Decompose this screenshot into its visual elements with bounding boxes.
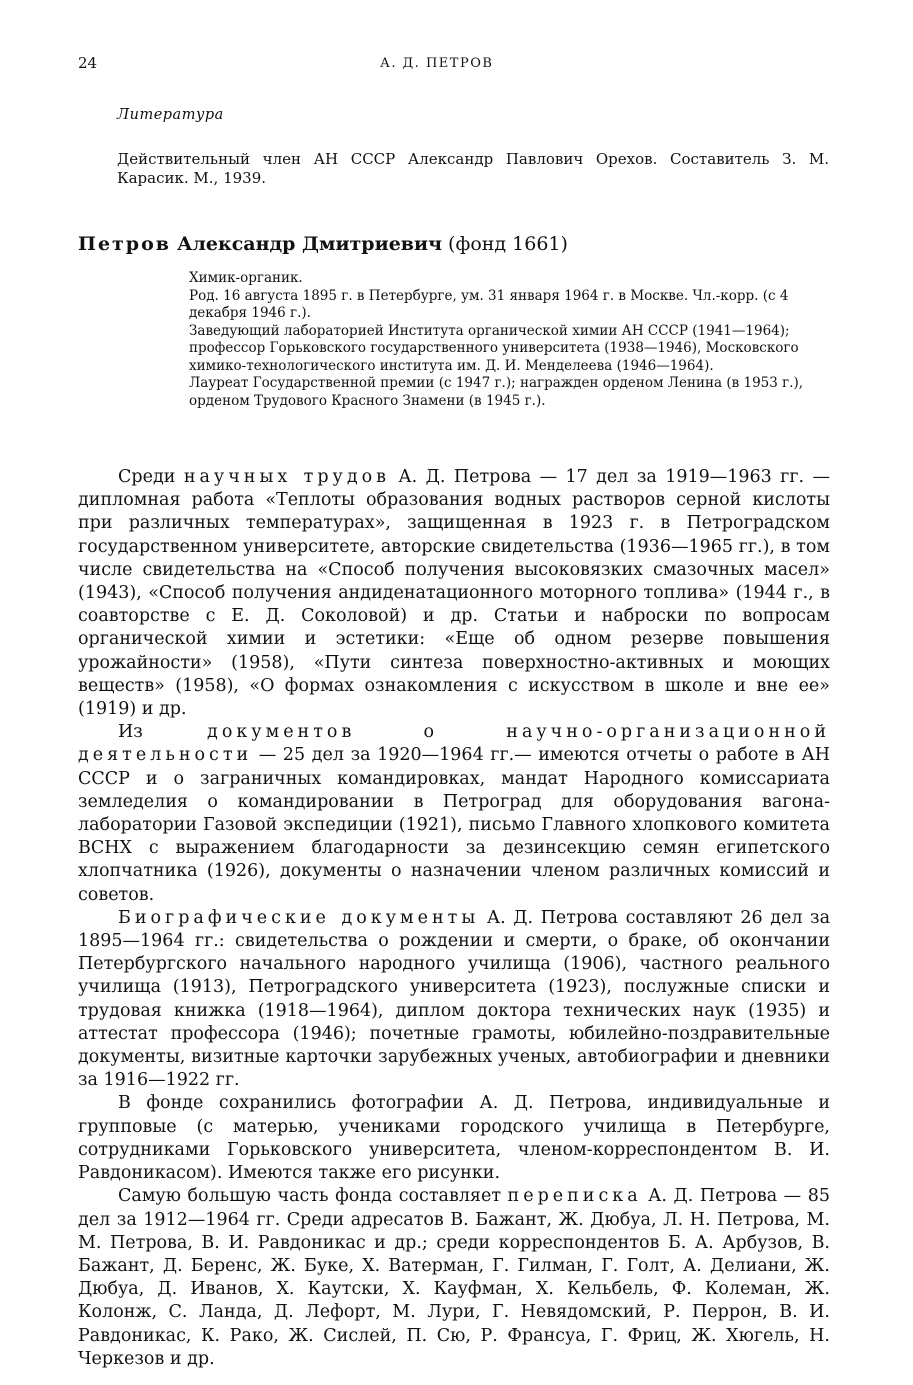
paragraph-photographs xyxy=(78,1092,830,1185)
paragraph-text: — 25 дел за 1920—1964 гг.— имеются отчеты о работе в АН СССР и о заграничных командировках, мандат Народного комиссариата земледелия о командировании в Петроград для оборудования вагона-лаборатории Газовой экспедиции (1921), письмо Главного хлопкового комитета ВСНХ с выражением благодарности за дезинсекцию семян египетского хлопчатника (1926), документы о назначении членом различных комиссий и советов. xyxy=(78,745,830,905)
running-title: А. Д. ПЕТРОВ xyxy=(380,56,494,71)
literature-entry: Действительный член АН СССР Александр Павлович Орехов. Составитель З. М. Карасик. М., 1939. xyxy=(117,150,829,187)
fund-title xyxy=(78,232,568,256)
paragraph-lead: Самую большую часть фонда составляет xyxy=(118,1186,502,1207)
paragraph-scientific-works xyxy=(78,466,830,721)
paragraph-lead: Из xyxy=(118,722,143,743)
paragraph-text: А. Д. Петрова — 17 дел за 1919—1963 гг. — дипломная работа «Теплоты образования водных растворов серной кислоты при различных температурах», защищенная в 1923 г. в Петроградском государственном университете, авторские свидетельства (1936—1965 гг.), в том числе свидетельства на «Способ получения высоковязких смазочных масел» (1943), «Способ получения андиденатационного моторного топлива» (1944 г., в соавторстве с Е. Д. Соколовой) и др. Статьи и наброски по вопросам органической химии и эстетики: «Еще об одном резерве повышения урожайности» (1958), «Пути синтеза поверхностно-активных и моющих веществ» (1958), «О формах ознакомления с искусством в школе и вне ее» (1919) и др. xyxy=(78,467,830,720)
fund-reference: (фонд 1661) xyxy=(448,233,568,255)
biography-block xyxy=(189,270,829,410)
bio-awards: Лауреат Государственной премии (с 1947 г.); награжден орденом Ленина (в 1953 г.), орденом Трудового Красного Знамени (в 1945 г.). xyxy=(189,375,804,409)
fund-description xyxy=(78,466,830,1371)
paragraph-text: А. Д. Петрова составляют 26 дел за 1895—1964 гг.: свидетельства о рождении и смерти, о браке, об окончании Петербургского начального народного училища (1906), частного реального училища (1913), Петроградского университета (1923), послужные списки и трудовая книжка (1918—1964), диплом доктора технических наук (1935) и аттестат профессора (1946); почетные грамоты, юбилейно-поздравительные документы, визитные карточки зарубежных ученых, автобиографии и дневники за 1916—1922 гг. xyxy=(78,907,830,1091)
literature-heading: Литература xyxy=(117,107,224,123)
fund-given-names: Александр Дмитриевич xyxy=(177,233,442,255)
fund-surname: Петров xyxy=(78,233,171,255)
emphasis-scientific-works: научных трудов xyxy=(183,467,390,487)
paragraph-correspondence xyxy=(78,1185,830,1371)
emphasis-biographical-documents: Биографические документы xyxy=(118,907,480,928)
paragraph-organizational-documents xyxy=(78,721,830,907)
paragraph-text: А. Д. Петрова — 85 дел за 1912—1964 гг. Среди адресатов В. Бажант, Ж. Дюбуа, Л. Н. Петрова, М. М. Петрова, В. И. Равдоникас и др.; среди корреспондентов Б. А. Арбузов, В. Бажант, Д. Беренс, Ж. Буке, Х. Ватерман, Г. Гилман, Г. Голт, А. Делиани, Ж. Дюбуа, Д. Иванов, Х. Каутски, Х. Кауфман, Х. Кельбель, Ф. Колеман, Ж. Колонж, С. Ланда, Д. Лефорт, М. Лури, Г. Невядомский, Р. Перрон, В. И. Равдоникас, К. Рако, Ж. Сислей, П. Сю, Р. Франсуа, Г. Фриц, Ж. Хюгель, Н. Черкезов и др. xyxy=(78,1186,830,1369)
emphasis-correspondence: переписка xyxy=(507,1186,642,1207)
bio-profession: Химик-органик. xyxy=(189,270,303,286)
bio-positions: Заведующий лабораторией Института органической химии АН СССР (1941—1964); профессор Горьковского государственного университета (1938—1946), Московского химико-технологического института им. Д. И. Менделеева (1946—1964). xyxy=(189,322,799,374)
paragraph-biographical-documents xyxy=(78,907,830,1093)
page-number: 24 xyxy=(78,54,98,72)
bio-dates: Род. 16 августа 1895 г. в Петербурге, ум. 31 января 1964 г. в Москве. Чл.-корр. (с 4 декабря 1946 г.). xyxy=(189,287,789,321)
paragraph-lead: Среди xyxy=(118,467,176,487)
emphasis-organizational-documents: документов о научно-организационной деятельности xyxy=(78,722,830,766)
paragraph-text: В фонде сохранились фотографии А. Д. Петрова, индивидуальные и групповые (с матерью, учениками городского училища в Петербурге, сотрудниками Горьковского университета, членом-корреспондентом В. И. Равдоникасом). Имеются также его рисунки. xyxy=(78,1093,830,1184)
